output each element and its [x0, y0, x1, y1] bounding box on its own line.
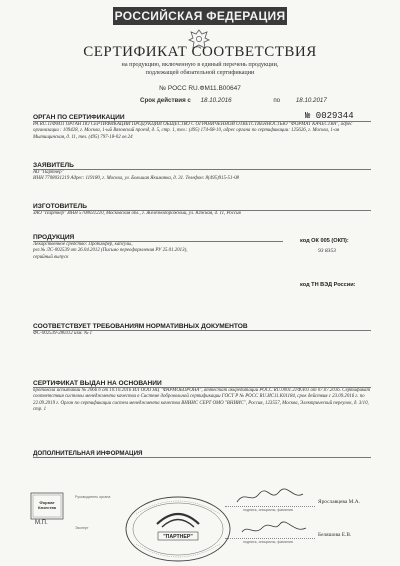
divider-product — [33, 241, 283, 242]
svg-text:Формат: Формат — [39, 500, 55, 505]
registration-number: № РОСС RU.ФМ11.В00647 — [159, 85, 241, 92]
applicant-name: АО "Партнер" — [33, 170, 64, 175]
product-line-1: Лекарственное средство: Пробиофер, капсулы, — [33, 242, 133, 247]
svg-text:Качества: Качества — [38, 505, 56, 510]
product-line-3: серийный выпуск — [33, 254, 69, 260]
divider-applicant — [33, 169, 371, 170]
divider-manufacturer — [33, 210, 371, 211]
product-line-2: рег.№ ЛС-002539 от 26.04.2012 (Письмо переоформления РУ 25.01.2013), — [33, 248, 188, 254]
mp-label: М.П. — [35, 520, 48, 526]
expert-name: Беляшова Е.В. — [318, 532, 352, 538]
document-title: СЕРТИФИКАТ СООТВЕТСТВИЯ — [83, 44, 317, 60]
divider-basis — [33, 387, 371, 388]
divider-organ — [33, 121, 371, 122]
expert-signature-line — [225, 538, 315, 539]
subtitle-line-1: на продукцию, включенную в единый перечень продукции, — [121, 61, 279, 68]
validity-period — [140, 97, 390, 104]
validity-to-date: 18.10.2017 — [295, 97, 327, 104]
applicant-section-text — [33, 170, 371, 183]
validity-from-date: 18.10.2016 — [200, 97, 232, 104]
tnved-code-label: код ТН ВЭД России: — [300, 282, 356, 288]
country-banner: РОССИЙСКАЯ ФЕДЕРАЦИЯ — [114, 9, 286, 23]
expert-signature — [240, 520, 310, 538]
manufacturer-section-title: ИЗГОТОВИТЕЛЬ — [33, 203, 87, 210]
okp-code-label: код ОК 005 (ОКП): — [300, 238, 349, 244]
organ-section-text — [33, 122, 371, 141]
divider-standards — [33, 330, 371, 331]
organ-text-tail: ов 24 — [121, 134, 133, 140]
serial-number: № 0029344 — [305, 111, 354, 121]
okp-code-value: 93 8353 — [318, 248, 336, 254]
document-subtitle — [80, 61, 320, 76]
validity-from-label: Срок действия с — [140, 97, 191, 104]
divider-additional — [33, 457, 371, 458]
head-role-label: Руководитель органа — [75, 495, 111, 499]
expert-signature-caption: подпись, инициалы, фамилия — [243, 540, 293, 544]
product-section-title: ПРОДУКЦИЯ — [33, 234, 75, 241]
basis-section-text: протокола испытаний № 2066 б от 10.10.2016 ИЛ ООО НЦ "ФАРМОБОРОНА", аттестат аккредитации РОСС RU.0001.21ФЛ01 от 07.07.2016. Сертификат соответствия системы менеджмента качества в Системе добровольной сертификации ГОСТ Р № РОСС RU.ИС11.К01184, срок действия с 23.09.2016 г. по 22.09.2019 г. Орган по сертификации систем менеджмента качества ВНИИС СЕРТ ОМО "ВНИИС", Россия, 123557, Москва, Электрический переулок, д. 3/10, стр. 1 — [33, 388, 371, 413]
standards-section-text: ФС-002539-280312 изм. № 1 — [33, 331, 93, 336]
standards-section-title: СООТВЕТСТВУЕТ ТРЕБОВАНИЯМ НОРМАТИВНЫХ ДОКУМЕНТОВ — [33, 323, 248, 330]
certification-body-stamp — [30, 491, 64, 521]
applicant-section-title: ЗАЯВИТЕЛЬ — [33, 162, 74, 169]
manufacturer-section-text: ЗАО "Партнер" ИНН 5708031220, Московская обл., г. Железнодорожный, ул. Южная, д. 11, Россия — [33, 211, 241, 216]
svg-text:"ПАРТНЕР": "ПАРТНЕР" — [163, 534, 193, 540]
subtitle-line-2: подлежащей обязательной сертификации — [145, 68, 255, 76]
validity-to-label: по — [273, 97, 281, 104]
organ-text: РА RU.11ФМ11 ОРГАН ПО СЕРТИФИКАЦИИ ПРОДУКЦИИ ОБЩЕСТВО С ОГРАНИЧЕННОЙ ОТВЕТСТВЕННОСТЬЮ "ФОРМАТ КАЧЕСТВА", адрес организации : 109428, г. Москва, 1-ый Вязовский проезд, д. 5, стр. 1, тел.: (495) 174-68-10, адрес органа по сертификации: 125626, г. Москва, 1-ая Мытищинская, д. 11, тел. (495) 797-18-02 — [33, 122, 353, 140]
head-signature — [235, 488, 305, 506]
head-signature-caption: подпись, инициалы, фамилия — [243, 508, 293, 512]
basis-section-title: СЕРТИФИКАТ ВЫДАН НА ОСНОВАНИИ — [33, 380, 162, 387]
head-name: Ярославцева М.А. — [318, 499, 361, 505]
applicant-details: ИНН 7708031219 Адрес: 119180, г. Москва, ул. Большая Якиманка, д. 31. Телефон: 8(495)915-51-08 — [33, 176, 239, 182]
head-signature-line — [225, 506, 315, 507]
expert-role-label: Эксперт — [75, 526, 89, 530]
organ-section-title: ОРГАН ПО СЕРТИФИКАЦИИ — [33, 114, 125, 121]
partner-seal-stamp — [122, 494, 234, 564]
additional-section-title: ДОПОЛНИТЕЛЬНАЯ ИНФОРМАЦИЯ — [33, 450, 143, 457]
product-section-text — [33, 242, 283, 261]
